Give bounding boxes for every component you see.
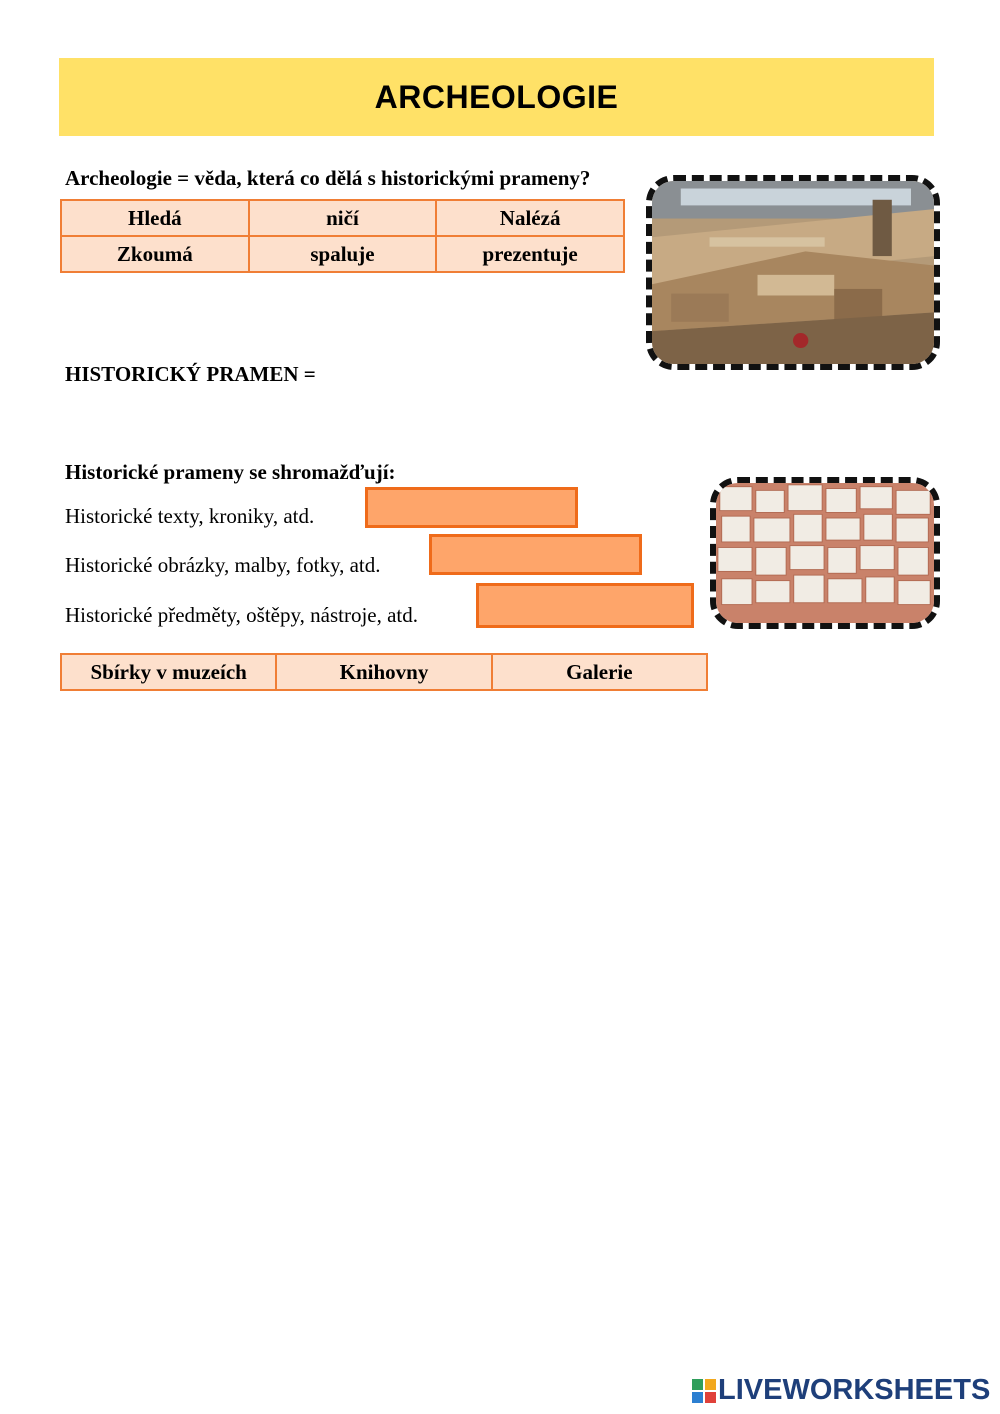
books-photo: [710, 477, 940, 629]
liveworksheets-logo-icon: [692, 1379, 716, 1403]
drop-zone-pictures[interactable]: [429, 534, 642, 575]
word-option[interactable]: ničí: [249, 200, 437, 236]
excavation-photo: [646, 175, 940, 370]
logo-text: LIVEWORKSHEETS: [718, 1374, 991, 1406]
title-banner: [59, 58, 934, 136]
place-option[interactable]: Knihovny: [276, 654, 491, 690]
word-option[interactable]: spaluje: [249, 236, 437, 272]
historic-source-heading: HISTORICKÝ PRAMEN =: [65, 362, 316, 386]
word-option[interactable]: Zkoumá: [61, 236, 249, 272]
books-image: [716, 483, 934, 623]
pictures-line: Historické obrázky, malby, fotky, atd.: [65, 553, 381, 577]
page-title: ARCHEOLOGIE: [374, 78, 619, 115]
place-option[interactable]: Galerie: [492, 654, 707, 690]
word-option[interactable]: prezentuje: [436, 236, 624, 272]
word-option[interactable]: Nalézá: [436, 200, 624, 236]
objects-line: Historické předměty, oštěpy, nástroje, atd.: [65, 603, 419, 627]
place-option[interactable]: Sbírky v muzeích: [61, 654, 276, 690]
word-option[interactable]: Hledá: [61, 200, 249, 236]
liveworksheets-logo: [692, 1374, 990, 1407]
texts-line: Historické texty, kroniky, atd.: [65, 504, 315, 528]
collections-heading: Historické prameny se shromažďují:: [65, 460, 396, 484]
question-archeology: Archeologie = věda, která co dělá s historickými prameny?: [65, 166, 591, 190]
drop-zone-objects[interactable]: [476, 583, 694, 628]
places-table: [60, 653, 708, 691]
excavation-image: [652, 181, 934, 364]
verbs-table: [60, 199, 625, 273]
drop-zone-texts[interactable]: [365, 487, 578, 528]
